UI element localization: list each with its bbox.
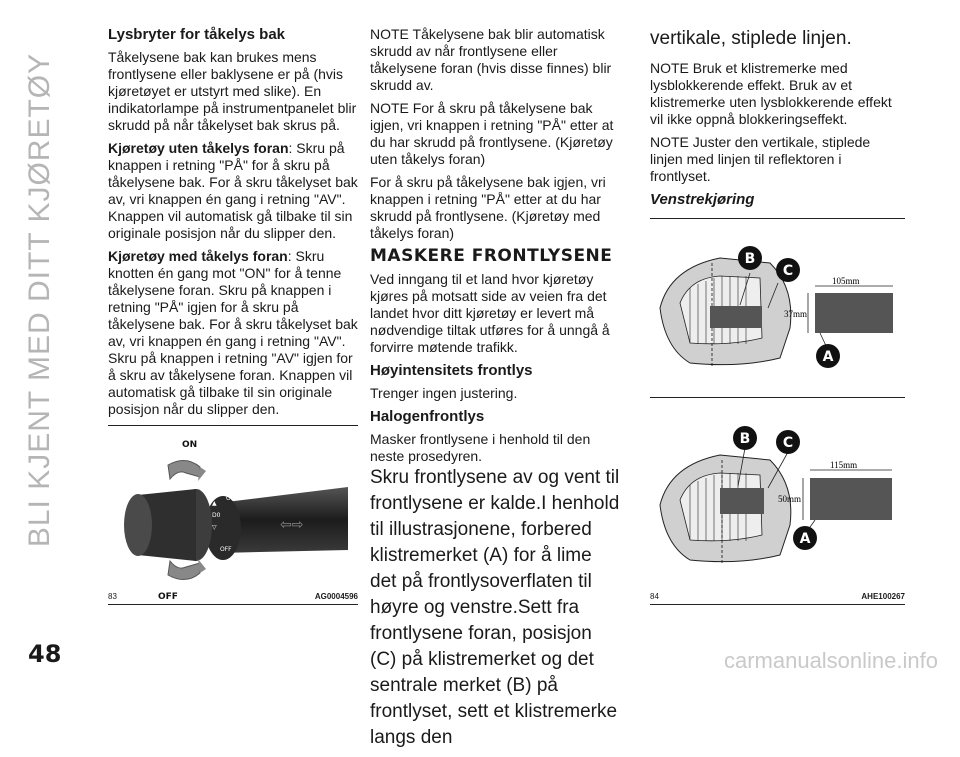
off-label: OFF [158,592,178,602]
label-a: A [822,349,834,365]
page-number: 48 [28,640,62,668]
label-b: B [744,251,756,267]
paragraph: Trenger ingen justering. [370,385,518,401]
figure-rule [650,604,905,605]
note: NOTE Juster den vertikale, stiplede linjen med linjen til reflektoren i frontlyset. [650,134,871,184]
knob-off-label: OFF [220,546,232,553]
headlight-diagram-left-2 [650,410,905,605]
paragraph [108,140,358,242]
figure-84-top [650,218,905,398]
heading-high-intensity: Høyintensitets frontlys [370,362,533,379]
light-switch-illustration [108,425,358,605]
svg-text:▲: ▲ [212,500,217,507]
label-b: B [739,431,751,447]
label-c: C [782,435,794,451]
heading-mask-headlights: MASKERE FRONTLYSENE [370,246,613,266]
svg-text:▽: ▽ [212,524,217,531]
paragraph [108,248,358,418]
headlight-diagram-left [650,218,905,398]
bold-label: Kjøretøy uten tåkelys foran [108,140,289,156]
figure-rule [108,604,358,605]
svg-text:⇦⇨: ⇦⇨ [280,517,304,533]
on-label: ON [182,440,198,450]
height-dimension: 37mm [784,309,808,319]
paragraph: For å skru på tåkelysene bak igjen, vri knappen i retning "PÅ" etter at du har skrudd på frontlysene. (Kjøretøy med tåkelys foran) [370,174,606,241]
heading-halogen: Halogenfrontlys [370,408,485,425]
figure-83 [108,425,358,605]
column-1 [108,26,358,424]
note: NOTE Bruk et klistremerke med lysblokkerende effekt. Bruk av et klistremerke uten lysblokkerende effekt vil ikke oppnå blokkeringseffekt. [650,60,892,127]
paragraph: Masker frontlysene i henhold til den neste prosedyren. [370,431,591,464]
note: NOTE For å skru på tåkelysene bak igjen, vri knappen i retning "PÅ" etter at du har skrudd på frontlysene. (Kjøretøy uten tåkelys foran) [370,100,614,167]
figure-number: 83 [108,592,117,601]
heading-left-driving: Venstrekjøring [650,191,755,208]
figure-84-bottom [650,410,905,605]
width-dimension: 115mm [830,460,858,470]
label-a: A [799,531,811,547]
height-dimension: 50mm [778,494,802,504]
large-paragraph: Skru frontlysene av og vent til frontlysene er kalde.I henhold til illustrasjonene, forbered klistremerket (A) for å lime det på frontlysoverflaten til høyre og venstre.Sett fra frontlysene foran, posisjon (C) på klistremerket og det sentrale merket (B) på frontlyset, sett et klistremerke langs den [370,467,620,748]
heading-rear-fog: Lysbryter for tåkelys bak [108,26,286,43]
figure-number: 84 [650,592,659,601]
width-dimension: 105mm [832,276,860,286]
knob-on-label: ON [226,495,236,502]
bold-label: Kjøretøy med tåkelys foran [108,248,288,264]
paragraph: Ved inngang til et land hvor kjøretøy kjøres på motsatt side av veien fra det landet hvor ditt kjøretøy er levert må nødvendige tiltak utføres for å unngå å forvirre møtende trafikk. [370,271,610,355]
section-title-text: BLI KJENT MED DITT KJØRETØY [23,52,56,548]
section-title [0,0,80,600]
label-c: C [782,263,794,279]
paragraph: Tåkelysene bak kan brukes mens frontlysene eller baklysene er på (hvis kjøretøyet er utstyrt med slike). En indikatorlampe på instrumentpanelet blir skrudd på når tåkelyset bak skrus på. [108,49,357,133]
column-2 [370,26,622,757]
figure-rule [650,397,905,398]
svg-text:D0: D0 [212,512,221,519]
column-3 [650,26,905,214]
paragraph-text: : Skru på knappen i retning "PÅ" for å skru på tåkelysene bak. For å skru tåkelyset bak av, vri knappen én gang i retning "AV". Knappen vil automatisk gå tilbake til sin originale posisjon når du slipper den. [108,140,358,241]
note: NOTE Tåkelysene bak blir automatisk skrudd av når frontlysene eller tåkelysene foran (hvis disse finnes) blir skrudd av. [370,26,612,93]
large-paragraph: vertikale, stiplede linjen. [650,28,852,49]
paragraph-text: : Skru knotten én gang mot "ON" for å tenne tåkelysene foran. Skru på knappen i retning "PÅ" igjen for å skru på tåkelysene bak. For å skru tåkelyset bak av, vri knappen én gang i retning "AV". Skru på knappen i retning "AV" igjen for å skru av tåkelysene foran. Knappen vil automatisk gå tilbake til sin originale posisjon når du slipper den. [108,248,358,417]
figure-code: AHE100267 [861,592,905,601]
watermark: carmanualsonline.info [723,648,938,673]
figure-code: AG0004596 [314,592,358,601]
